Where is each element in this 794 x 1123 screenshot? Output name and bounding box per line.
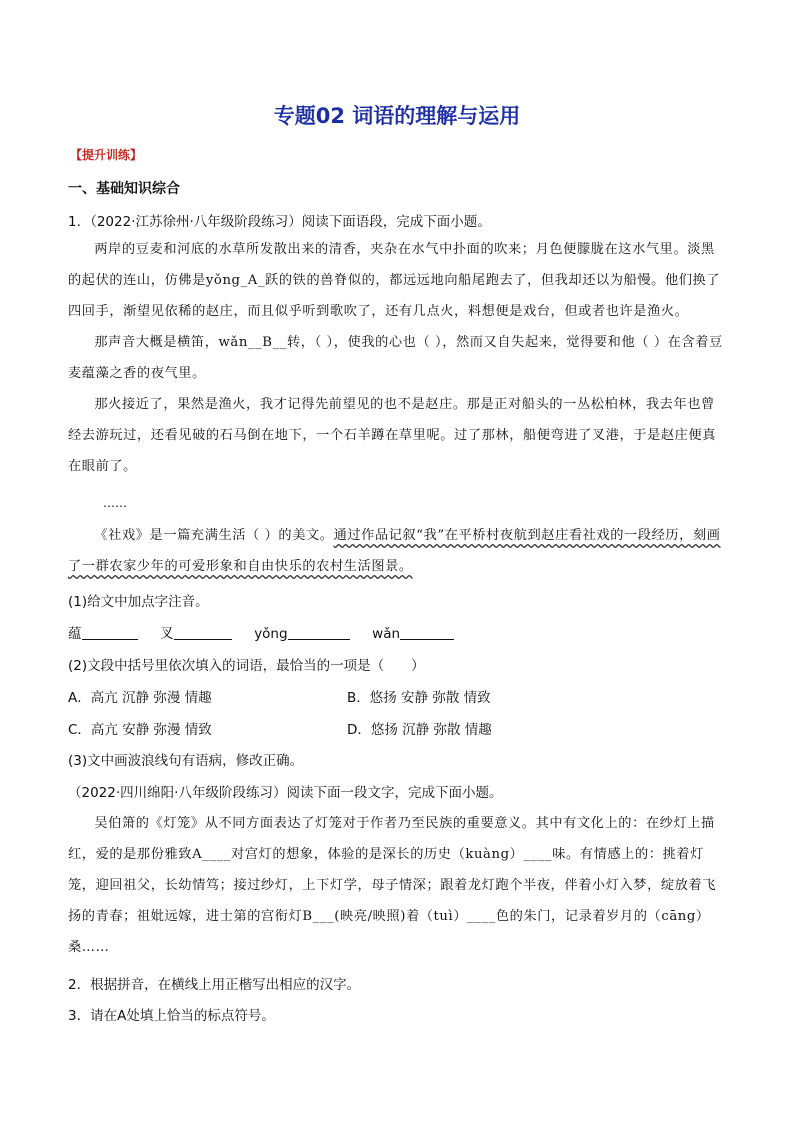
blank-1-label: 蕴 bbox=[68, 626, 82, 642]
passage-1-para-2: 那声音大概是横笛，wǎn__B__转，（ ），使我的心也（ ），然而又自失起来，觉得要和他（ ）在含着豆麦蕴藻之香的夜气里。 bbox=[68, 335, 723, 381]
answer-blank-4[interactable] bbox=[400, 625, 454, 640]
summary-sentence-1: 《社戏》是一篇充满生活（ ）的美文。 bbox=[94, 528, 334, 543]
option-b[interactable]: B．悠扬 安静 弥散 情致 bbox=[347, 690, 491, 706]
passage-2 bbox=[68, 808, 728, 963]
page-title: 专题02 词语的理解与运用 bbox=[273, 104, 521, 128]
sub-question-2: (2)文段中括号里依次填入的词语，最恰当的一项是（ ） bbox=[68, 658, 425, 674]
sub-question-1: (1)给文中加点字注音。 bbox=[68, 594, 209, 610]
option-d[interactable]: D．悠扬 沉静 弥散 情趣 bbox=[347, 722, 492, 738]
blank-2-label: 叉 bbox=[160, 626, 174, 642]
question-2: 2．根据拼音，在横线上用正楷写出相应的汉字。 bbox=[68, 977, 361, 993]
question-3: 3．请在A处填上恰当的标点符号。 bbox=[68, 1008, 275, 1024]
question-1-intro: 1．（2022·江苏徐州·八年级阶段练习）阅读下面语段，完成下面小题。 bbox=[68, 214, 491, 230]
ellipsis: …… bbox=[103, 496, 127, 510]
wavy-sentence: 通过作品记叙“我”在平桥村夜航到赵庄看社戏的一段经历，刻画了一群农家少年的可爱形象和自由快乐的农村生活图景。 bbox=[68, 528, 721, 574]
answer-blank-3[interactable] bbox=[288, 625, 350, 640]
answer-blank-1[interactable] bbox=[82, 625, 138, 640]
passage-1-para-3: 那火接近了，果然是渔火，我才记得先前望见的也不是赵庄。那是正对船头的一丛松柏林，我去年也曾经去游玩过，还看见破的石马倒在地下，一个石羊蹲在草里呢。过了那林，船便弯进了叉港，于是赵庄便真在眼前了。 bbox=[68, 397, 717, 474]
passage-1 bbox=[68, 234, 728, 482]
pinyin-blanks-row bbox=[68, 622, 454, 642]
section-tag: 【提升训练】 bbox=[70, 148, 143, 162]
blank-4-label: wǎn bbox=[372, 626, 401, 642]
passage-1-para-1: 两岸的豆麦和河底的水草所发散出来的清香，夹杂在水气中扑面的吹来；月色便朦胧在这水气里。淡黑的起伏的连山，仿佛是yǒng_A_跃的铁的兽脊似的，都远远地向船尾跑去了，但我却还以为船慢。他们换了四回手，渐望见依稀的赵庄，而且似乎听到歌吹了，还有几点火，料想便是戏台，但或者也许是渔火。 bbox=[68, 242, 721, 319]
question-2-intro: （2022·四川绵阳·八年级阶段练习）阅读下面一段文字，完成下面小题。 bbox=[68, 785, 503, 801]
blank-3-label: yǒng bbox=[254, 626, 288, 642]
sub-question-3: (3)文中画波浪线句有语病，修改正确。 bbox=[68, 753, 304, 769]
option-a[interactable]: A．高亢 沉静 弥漫 情趣 bbox=[68, 690, 212, 706]
answer-blank-2[interactable] bbox=[174, 625, 232, 640]
option-c[interactable]: C．高亢 安静 弥漫 情致 bbox=[68, 722, 212, 738]
passage-1-summary bbox=[68, 520, 728, 582]
section-heading: 一、基础知识综合 bbox=[68, 181, 180, 197]
passage-2-para-1: 吴伯箫的《灯笼》从不同方面表达了灯笼对于作者乃至民族的重要意义。其中有文化上的：在纱灯上描红，爱的是那份雅致A____对宫灯的想象，体验的是深长的历史（kuàng）____味。有情感上的：挑着灯笼，迎回祖父，长幼情笃；接过纱灯，上下灯学，母子情深；跟着龙灯跑个半夜，伴着小灯入梦，绽放着飞扬的青春；祖妣远嫁，进士第的宫衔灯B___(映亮/映照)着（tuì）____色的朱门，记录着岁月的（cāng）桑…… bbox=[68, 816, 717, 955]
